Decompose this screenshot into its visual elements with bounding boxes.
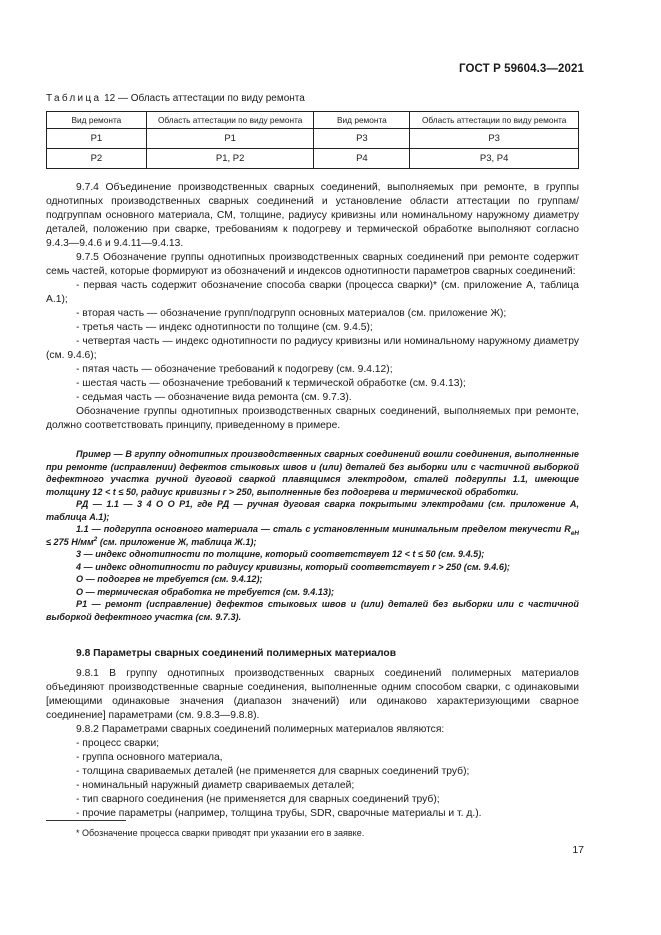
list-item: - тип сварного соединения (не применяется для сварных соединений труб); (76, 794, 440, 805)
example-code-line: РД — 1.1 — 3 4 О О Р1, где РД — ручная дуговая сварка покрытыми электродами (см. приложение А, таблица А.1); (46, 499, 579, 522)
paragraph-9-7-5: 9.7.5 Обозначение группы однотипных производственных сварных соединений при ремонте содержит семь частей, которые формируют из обозначений и индексов однотипности параметров сварных соединений: (46, 252, 579, 277)
paragraph-9-8-2: 9.8.2 Параметрами сварных соединений полимерных материалов являются: (76, 724, 445, 735)
paragraph-designation: Обозначение группы однотипных производственных сварных соединений, выполняемых при ремонте, должно соответствовать принципу, приведенному в примере. (46, 406, 579, 431)
repair-scope-table (46, 111, 579, 169)
list-item: - прочие параметры (например, толщина трубы, SDR, сварочные материалы и т. д.). (76, 808, 482, 819)
table-row (47, 149, 579, 169)
section-9-8 (46, 647, 579, 821)
list-item: - процесс сварки; (76, 738, 160, 749)
table-cell: Р1, Р2 (146, 149, 314, 169)
example-item: О — термическая обработка не требуется (см. 9.4.13); (76, 586, 335, 597)
page-number: 17 (572, 844, 584, 856)
list-item: - вторая часть — обозначение групп/подгрупп основных материалов (см. приложение Ж); (76, 308, 507, 319)
example-superscript: 2 (93, 535, 98, 543)
example-item: 3 — индекс однотипности по толщине, который соответствует 12 < t ≤ 50 (см. 9.4.5); (76, 549, 485, 559)
document-header: ГОСТ Р 59604.3—2021 (459, 63, 584, 75)
example-item-text: (см. приложение Ж, таблица Ж.1); (97, 536, 257, 547)
table-header-cell: Вид ремонта (314, 112, 410, 129)
list-item: - номинальный наружный диаметр свариваемых деталей; (76, 780, 355, 791)
table-caption-prefix: Таблица (46, 93, 102, 104)
example-item-text: ≤ 275 Н/мм (46, 536, 94, 547)
list-item: - группа основного материала, (76, 752, 223, 763)
footnote: * Обозначение процесса сварки приводят при указании его в заявке. (76, 828, 365, 838)
table-caption-text: 12 — Область аттестации по виду ремонта (101, 93, 305, 104)
list-item: - толщина свариваемых деталей (не применяется для сварных соединений труб); (76, 766, 470, 777)
example-item-text: 1.1 — подгруппа основного материала — сталь с установленным минимальным пределом текучести R (76, 524, 571, 534)
table-header-cell: Область аттестации по виду ремонта (410, 112, 579, 129)
table-caption (46, 93, 305, 104)
list-item: - четвертая часть — индекс однотипности по радиусу кривизны или номинальному наружному диаметру (см. 9.4.6); (46, 336, 579, 361)
table-header-row (47, 112, 579, 129)
example-block (46, 448, 579, 623)
example-intro: Пример — В группу однотипных производственных сварных соединений вошли соединения, выполненные при ремонте (исправлении) дефектов стыковых швов и (или) деталей без выборки или с частичной выборкой дефектного участка ручной дуговой сваркой плавящимся электродом, сталей подгруппы 1.1, имеющие толщину 12 < t ≤ 50, радиус кривизны r > 250, выполненные без подогрева и термической обработки. (46, 449, 579, 497)
list-item: - шестая часть — обозначение требований к термической обработке (см. 9.4.13); (76, 378, 466, 389)
paragraph-9-8-1: 9.8.1 В группу однотипных производственных сварных соединений полимерных материалов объединяют производственные сварные соединения, выполненные одним способом сварки, с одинаковыми [имеющими одинаковые значения (диапазон значений) или одинаково характеризующими сварное соединение] параметрами (см. 9.8.3—9.8.8). (46, 668, 579, 721)
example-item: О — подогрев не требуется (см. 9.4.12); (76, 574, 263, 584)
example-item (46, 523, 579, 548)
section-9-7-text (46, 181, 579, 433)
list-item: - третья часть — индекс однотипности по толщине (см. 9.4.5); (76, 322, 373, 333)
list-item: - пятая часть — обозначение требований к подогреву (см. 9.4.12); (76, 364, 393, 375)
footnote-divider (46, 820, 126, 821)
paragraph-9-7-4: 9.7.4 Объединение производственных сварных соединений, выполняемых при ремонте, в группы однотипных производственных сварных соединений и установление области аттестации по группам/подгруппам основного материала, СМ, толщине, радиусу кривизны или номинальному наружному диаметру деталей, положению при сварке, требованиям к подогреву и термической обработке выполняют согласно 9.4.3—9.4.6 и 9.4.11—9.4.13. (46, 182, 579, 249)
table-row (47, 129, 579, 149)
example-item: Р1 — ремонт (исправление) дефектов стыковых швов и (или) деталей без выборки или с частичной выборкой дефектного участка (см. 9.7.3). (46, 599, 579, 622)
table-cell: Р3 (410, 129, 579, 149)
list-item: - первая часть содержит обозначение способа сварки (процесса сварки)* (см. приложение А, таблица А.1); (46, 280, 579, 305)
table-header-cell: Вид ремонта (47, 112, 147, 129)
table-cell: Р3 (314, 129, 410, 149)
table-cell: Р2 (47, 149, 147, 169)
table-cell: Р4 (314, 149, 410, 169)
list-item: - седьмая часть — обозначение вида ремонта (см. 9.7.3). (76, 392, 352, 403)
example-subscript: eH (570, 529, 579, 537)
example-item: 4 — индекс однотипности по радиусу кривизны, который соответствует r > 250 (см. 9.4.6); (76, 561, 510, 572)
table-cell: Р1 (146, 129, 314, 149)
section-heading: 9.8 Параметры сварных соединений полимерных материалов (76, 648, 397, 659)
table-cell: Р1 (47, 129, 147, 149)
table-header-cell: Область аттестации по виду ремонта (146, 112, 314, 129)
table-cell: Р3, Р4 (410, 149, 579, 169)
